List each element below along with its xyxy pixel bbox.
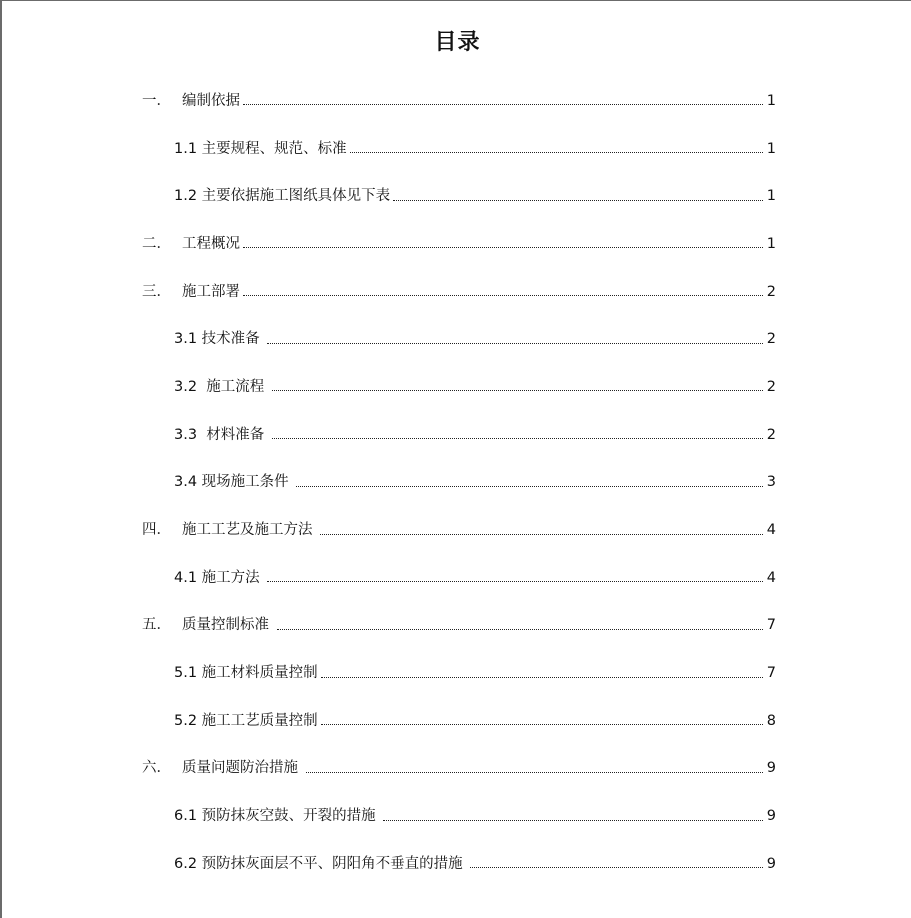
dot-leader bbox=[383, 820, 763, 821]
toc-entry-text: 施工工艺及施工方法 bbox=[182, 522, 318, 539]
dot-leader bbox=[350, 152, 763, 153]
toc-entry-number: 四． bbox=[142, 522, 171, 539]
toc-entry[interactable] bbox=[2, 459, 911, 507]
toc-entry-number: 1.1 bbox=[174, 140, 198, 157]
dot-leader bbox=[272, 438, 763, 439]
toc-entry[interactable] bbox=[2, 411, 911, 459]
toc-entry[interactable] bbox=[2, 554, 911, 602]
toc-entry[interactable] bbox=[2, 172, 911, 220]
toc-entry-number: 6.2 bbox=[174, 855, 198, 872]
toc-entry-page: 2 bbox=[766, 331, 776, 348]
dot-leader bbox=[306, 772, 763, 773]
toc-entry[interactable] bbox=[2, 792, 911, 840]
toc-entry-text: 施工工艺质量控制 bbox=[197, 712, 318, 729]
toc-entry[interactable] bbox=[2, 649, 911, 697]
toc-entry[interactable] bbox=[2, 697, 911, 745]
toc-entry-page: 9 bbox=[766, 808, 776, 825]
dot-leader bbox=[243, 104, 763, 105]
toc-entry-number: 5.2 bbox=[174, 712, 198, 729]
toc-entry-text: 施工材料质量控制 bbox=[197, 665, 318, 682]
toc-entry-page: 9 bbox=[766, 760, 776, 777]
toc-entry-text: 技术准备 bbox=[197, 331, 265, 348]
toc-entry-page: 4 bbox=[766, 522, 776, 539]
toc-entry-page: 4 bbox=[766, 569, 776, 586]
toc-entry-number: 一． bbox=[142, 92, 171, 109]
toc-entry-page: 8 bbox=[766, 712, 776, 729]
dot-leader bbox=[296, 486, 763, 487]
toc-entry-text: 材料准备 bbox=[197, 426, 269, 443]
dot-leader bbox=[267, 581, 763, 582]
toc-entry[interactable] bbox=[2, 602, 911, 650]
toc-entry[interactable] bbox=[2, 745, 911, 793]
toc-entry-text: 施工流程 bbox=[197, 378, 269, 395]
toc-entry[interactable] bbox=[2, 840, 911, 888]
toc-entry-text: 施工部署 bbox=[182, 283, 240, 300]
dot-leader bbox=[320, 534, 763, 535]
toc-entry-number: 3.2 bbox=[174, 378, 198, 395]
toc-entry-page: 1 bbox=[766, 140, 776, 157]
toc-entry-number: 3.1 bbox=[174, 331, 198, 348]
toc-entry-page: 2 bbox=[766, 283, 776, 300]
dot-leader bbox=[272, 390, 763, 391]
toc-entry-page: 2 bbox=[766, 426, 776, 443]
toc-entry-number: 三． bbox=[142, 283, 171, 300]
toc-entry-number: 六． bbox=[142, 760, 171, 777]
toc-entry[interactable] bbox=[2, 506, 911, 554]
toc-entry-text: 质量问题防治措施 bbox=[182, 760, 303, 777]
toc-entry-text: 编制依据 bbox=[182, 92, 240, 109]
dot-leader bbox=[243, 247, 763, 248]
dot-leader bbox=[243, 295, 763, 296]
dot-leader bbox=[393, 200, 763, 201]
toc-entry-number: 五． bbox=[142, 617, 171, 634]
toc-entry-text: 质量控制标准 bbox=[182, 617, 274, 634]
toc-entry-number: 3.4 bbox=[174, 474, 198, 491]
toc-entry-text: 施工方法 bbox=[197, 569, 265, 586]
toc-entry[interactable] bbox=[2, 363, 911, 411]
toc-entry-page: 1 bbox=[766, 235, 776, 252]
toc-entry-page: 7 bbox=[766, 665, 776, 682]
toc-entry-text: 预防抹灰面层不平、阴阳角不垂直的措施 bbox=[197, 855, 468, 872]
toc-entry[interactable] bbox=[2, 315, 911, 363]
toc-entry-page: 1 bbox=[766, 188, 776, 205]
dot-leader bbox=[470, 867, 763, 868]
toc-entry[interactable] bbox=[2, 220, 911, 268]
toc-entry-text: 工程概况 bbox=[182, 235, 240, 252]
toc-entry-number: 4.1 bbox=[174, 569, 198, 586]
toc-entry-page: 2 bbox=[766, 378, 776, 395]
toc-entry-number: 1.2 bbox=[174, 188, 198, 205]
toc-entry-page: 3 bbox=[766, 474, 776, 491]
toc-entry-page: 7 bbox=[766, 617, 776, 634]
dot-leader bbox=[321, 724, 763, 725]
toc-entry-text: 现场施工条件 bbox=[197, 474, 294, 491]
toc-entry-number: 6.1 bbox=[174, 808, 198, 825]
toc-entry-number: 3.3 bbox=[174, 426, 198, 443]
toc-entry-text: 主要依据施工图纸具体见下表 bbox=[197, 188, 391, 205]
dot-leader bbox=[321, 677, 763, 678]
toc-title: 目录 bbox=[434, 30, 481, 55]
toc-entry[interactable] bbox=[2, 77, 911, 125]
toc-entry-text: 预防抹灰空鼓、开裂的措施 bbox=[197, 808, 381, 825]
toc-entry-number: 5.1 bbox=[174, 665, 198, 682]
toc-entry[interactable] bbox=[2, 125, 911, 173]
dot-leader bbox=[267, 343, 763, 344]
dot-leader bbox=[277, 629, 763, 630]
toc-entry-page: 1 bbox=[766, 92, 776, 109]
toc-entry[interactable] bbox=[2, 268, 911, 316]
toc-entry-page: 9 bbox=[766, 855, 776, 872]
table-of-contents bbox=[2, 77, 911, 888]
toc-entry-text: 主要规程、规范、标准 bbox=[197, 140, 347, 157]
toc-entry-number: 二． bbox=[142, 235, 171, 252]
